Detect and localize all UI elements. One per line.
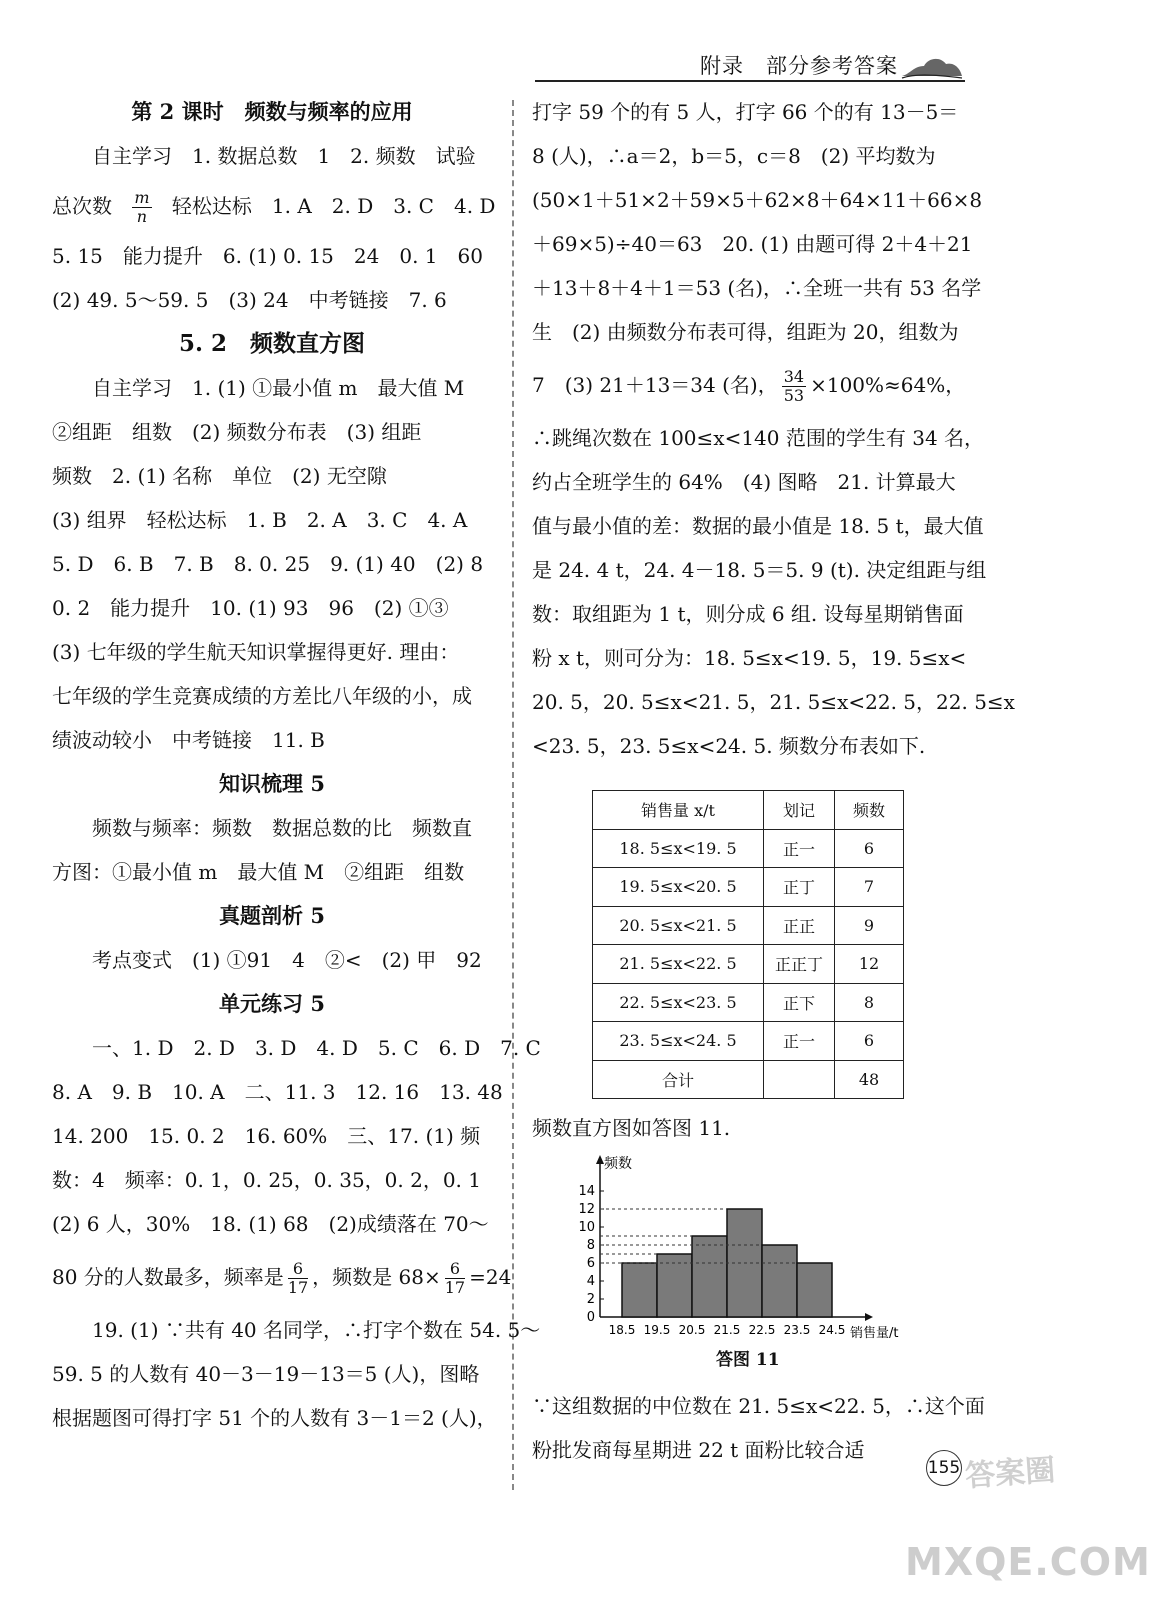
- text-line: 59. 5 的人数有 40－3－19－13＝5 (人)，图略: [52, 1362, 480, 1386]
- text-line: 自主学习 1. (1) ①最小值 m 最大值 M: [92, 376, 465, 400]
- table-cell: 23. 5≤x<24. 5: [593, 1022, 764, 1061]
- text-span: =24: [469, 1265, 512, 1289]
- header-title: 附录 部分参考答案: [700, 54, 898, 78]
- cloud-decoration-icon: [900, 52, 964, 80]
- text-line: 值与最小值的差：数据的最小值是 18. 5 t，最大值: [532, 514, 984, 538]
- text-line: 8. A 9. B 10. A 二、11. 3 12. 16 13. 48: [52, 1080, 503, 1104]
- histogram-bar: [692, 1236, 727, 1317]
- table-cell: 48: [835, 1060, 904, 1099]
- table-header-cell: 频数: [835, 791, 904, 830]
- table-cell: 22. 5≤x<23. 5: [593, 983, 764, 1022]
- y-tick-label: 14: [578, 1184, 595, 1199]
- header-rule: [535, 80, 965, 82]
- text-line: 0. 2 能力提升 10. (1) 93 96 (2) ①③: [52, 596, 449, 620]
- y-tick-label: 2: [586, 1292, 595, 1307]
- text-line: (3) 组界 轻松达标 1. B 2. A 3. C 4. A: [52, 508, 468, 532]
- y-tick-label: 8: [586, 1238, 595, 1253]
- text-span: 轻松达标 1. A 2. D 3. C 4. D: [171, 194, 496, 218]
- histogram-bar: [622, 1263, 657, 1317]
- table-cell: 合计: [593, 1060, 764, 1099]
- table-cell: 正正: [764, 906, 835, 945]
- text-line: 考点变式 (1) ①91 4 ②< (2) 甲 92: [92, 948, 482, 972]
- left-column: [52, 90, 541, 1440]
- section-heading: 真题剖析 5: [219, 903, 325, 928]
- text-line: ＋69×5)÷40＝63 20. (1) 由题可得 2＋4＋21: [532, 232, 973, 256]
- fraction-numerator: m: [134, 188, 150, 207]
- text-line: 19. (1) ∵共有 40 名同学，∴打字个数在 54. 5～: [92, 1318, 541, 1342]
- text-line: ＋13＋8＋4＋1＝53 (名)，∴全班一共有 53 名学: [532, 276, 982, 300]
- histogram-bar: [797, 1263, 832, 1317]
- text-line: 自主学习 1. 数据总数 1 2. 频数 试验: [92, 144, 476, 168]
- text-line: 方图：①最小值 m 最大值 M ②组距 组数: [52, 860, 465, 884]
- table-cell: 19. 5≤x<20. 5: [593, 868, 764, 907]
- x-tick-label: 21.5: [713, 1323, 741, 1337]
- fraction-numerator: 34: [783, 367, 805, 386]
- table-row: [593, 829, 904, 868]
- y-tick-label: 4: [586, 1274, 595, 1289]
- table-row: [593, 983, 904, 1022]
- fraction-denominator: 17: [287, 1278, 309, 1297]
- text-line: 数：取组距为 1 t，则分成 6 组. 设每星期销售面: [532, 602, 964, 626]
- x-tick-label: 22.5: [748, 1323, 776, 1337]
- table-total-row: [593, 1060, 904, 1099]
- table-cell: 20. 5≤x<21. 5: [593, 906, 764, 945]
- text-span: 80 分的人数最多，频率是: [52, 1265, 284, 1289]
- text-line: 14. 200 15. 0. 2 16. 60% 三、17. (1) 频: [52, 1124, 481, 1148]
- section-heading: 5. 2 频数直方图: [178, 330, 366, 357]
- column-divider: [512, 100, 514, 1490]
- text-line: [52, 1246, 512, 1308]
- table-cell: 21. 5≤x<22. 5: [593, 945, 764, 984]
- x-axis-label: 销售量/t: [850, 1326, 899, 1341]
- fraction-denominator: 53: [783, 386, 805, 405]
- x-tick-label: 19.5: [643, 1323, 671, 1337]
- page-number: 155: [926, 1450, 962, 1486]
- frequency-table: [592, 790, 904, 1099]
- text-span: ×100%≈64%，: [810, 373, 966, 397]
- text-span: 总次数: [52, 194, 112, 218]
- text-line: 5. D 6. B 7. B 8. 0. 25 9. (1) 40 (2) 8: [52, 552, 484, 576]
- table-header-row: [593, 791, 904, 830]
- text-line: 生 (2) 由频数分布表可得，组距为 20，组数为: [532, 320, 959, 344]
- table-row: [593, 945, 904, 984]
- text-line: <23. 5，23. 5≤x<24. 5. 频数分布表如下.: [532, 734, 926, 758]
- fraction-denominator: n: [136, 207, 148, 226]
- text-line: 粉 x t，则可分为：18. 5≤x<19. 5，19. 5≤x<: [532, 646, 967, 670]
- fraction-numerator: 6: [288, 1260, 308, 1279]
- text-line: ∵这组数据的中位数在 21. 5≤x<22. 5，∴这个面: [532, 1394, 985, 1418]
- y-tick-label: 0: [586, 1310, 595, 1325]
- text-line: 数：4 频率：0. 1，0. 25，0. 35，0. 2，0. 1: [52, 1168, 481, 1192]
- y-tick-label: 6: [586, 1256, 595, 1271]
- text-line: (50×1＋51×2＋59×5＋62×8＋64×11＋66×8: [532, 188, 983, 212]
- text-line: 根据题图可得打字 51 个的人数有 3－1＝2 (人)，: [52, 1406, 497, 1430]
- table-row: [593, 1022, 904, 1061]
- text-line: 绩波动较小 中考链接 11. B: [52, 728, 325, 752]
- x-axis-arrow-icon: [865, 1313, 873, 1321]
- table-cell: 正一: [764, 829, 835, 868]
- table-header-cell: 销售量 x/t: [593, 791, 764, 830]
- table-cell: 正正丁: [764, 945, 835, 984]
- section-heading: 单元练习 5: [219, 991, 325, 1016]
- table-cell: [764, 1060, 835, 1099]
- text-line: 约占全班学生的 64% (4) 图略 21. 计算最大: [532, 470, 956, 494]
- section-heading: 知识梳理 5: [219, 771, 325, 796]
- fraction-denominator: 17: [444, 1278, 466, 1297]
- table-cell: 7: [835, 868, 904, 907]
- x-tick-label: 24.5: [818, 1323, 846, 1337]
- text-line: 频数 2. (1) 名称 单位 (2) 无空隙: [52, 464, 387, 488]
- text-line: 20. 5，20. 5≤x<21. 5，21. 5≤x<22. 5，22. 5≤x: [532, 690, 1015, 714]
- fraction: [445, 1260, 465, 1297]
- text-span: 7 (3) 21＋13＝34 (名)，: [532, 373, 778, 397]
- text-line: ∴跳绳次数在 100≤x<140 范围的学生有 34 名，: [532, 426, 985, 450]
- frequency-histogram: [560, 1150, 940, 1340]
- table-cell: 正下: [764, 983, 835, 1022]
- table-cell: 6: [835, 1022, 904, 1061]
- x-tick-label: 23.5: [783, 1323, 811, 1337]
- table-cell: 正一: [764, 1022, 835, 1061]
- text-line: (2) 49. 5～59. 5 (3) 24 中考链接 7. 6: [52, 288, 447, 312]
- text-line: 是 24. 4 t，24. 4－18. 5＝5. 9 (t). 决定组距与组: [532, 558, 987, 582]
- text-line: 打字 59 个的有 5 人，打字 66 个的有 13－5＝: [532, 100, 959, 124]
- text-line: 频数直方图如答图 11.: [532, 1116, 731, 1140]
- text-line: 粉批发商每星期进 22 t 面粉比较合适: [532, 1438, 865, 1462]
- fraction: [132, 189, 151, 226]
- text-line: 一、1. D 2. D 3. D 4. D 5. C 6. D 7. C: [92, 1036, 541, 1060]
- watermark-logo: 答案圈: [964, 1452, 1057, 1495]
- fraction: [782, 368, 806, 405]
- y-tick-label: 12: [578, 1202, 595, 1217]
- y-tick-label: 10: [578, 1220, 595, 1235]
- table-row: [593, 868, 904, 907]
- y-axis-label: 频数: [604, 1156, 632, 1172]
- figure-caption: 答图 11: [716, 1350, 780, 1370]
- right-column: [532, 90, 1015, 768]
- text-line: (2) 6 人，30% 18. (1) 68 (2)成绩落在 70～: [52, 1212, 489, 1236]
- text-line: ②组距 组数 (2) 频数分布表 (3) 组距: [52, 420, 422, 444]
- x-tick-label: 20.5: [678, 1323, 706, 1337]
- y-axis-arrow-icon: [596, 1155, 604, 1164]
- text-span: ，频数是 68×: [312, 1265, 441, 1289]
- section-heading: 第 2 课时 频数与频率的应用: [131, 99, 413, 124]
- table-cell: 9: [835, 906, 904, 945]
- table-cell: 6: [835, 829, 904, 868]
- histogram-bar: [762, 1245, 797, 1317]
- text-line: 七年级的学生竞赛成绩的方差比八年级的小，成: [52, 684, 472, 708]
- table-cell: 8: [835, 983, 904, 1022]
- text-line: 8 (人)，∴a＝2，b＝5，c＝8 (2) 平均数为: [532, 144, 936, 168]
- table-header-cell: 划记: [764, 791, 835, 830]
- text-line: 频数与频率：频数 数据总数的比 频数直: [92, 816, 472, 840]
- watermark-url: MXQE.COM: [905, 1540, 1151, 1584]
- text-line: (3) 七年级的学生航天知识掌握得更好. 理由：: [52, 640, 460, 664]
- fraction-numerator: 6: [445, 1260, 465, 1279]
- fraction: [288, 1260, 308, 1297]
- table-cell: 正丁: [764, 868, 835, 907]
- table-row: [593, 906, 904, 945]
- text-line: 5. 15 能力提升 6. (1) 0. 15 24 0. 1 60: [52, 244, 483, 268]
- text-line: [532, 354, 972, 416]
- table-cell: 18. 5≤x<19. 5: [593, 829, 764, 868]
- x-tick-label: 18.5: [608, 1323, 636, 1337]
- table-cell: 12: [835, 945, 904, 984]
- text-line: [52, 178, 496, 234]
